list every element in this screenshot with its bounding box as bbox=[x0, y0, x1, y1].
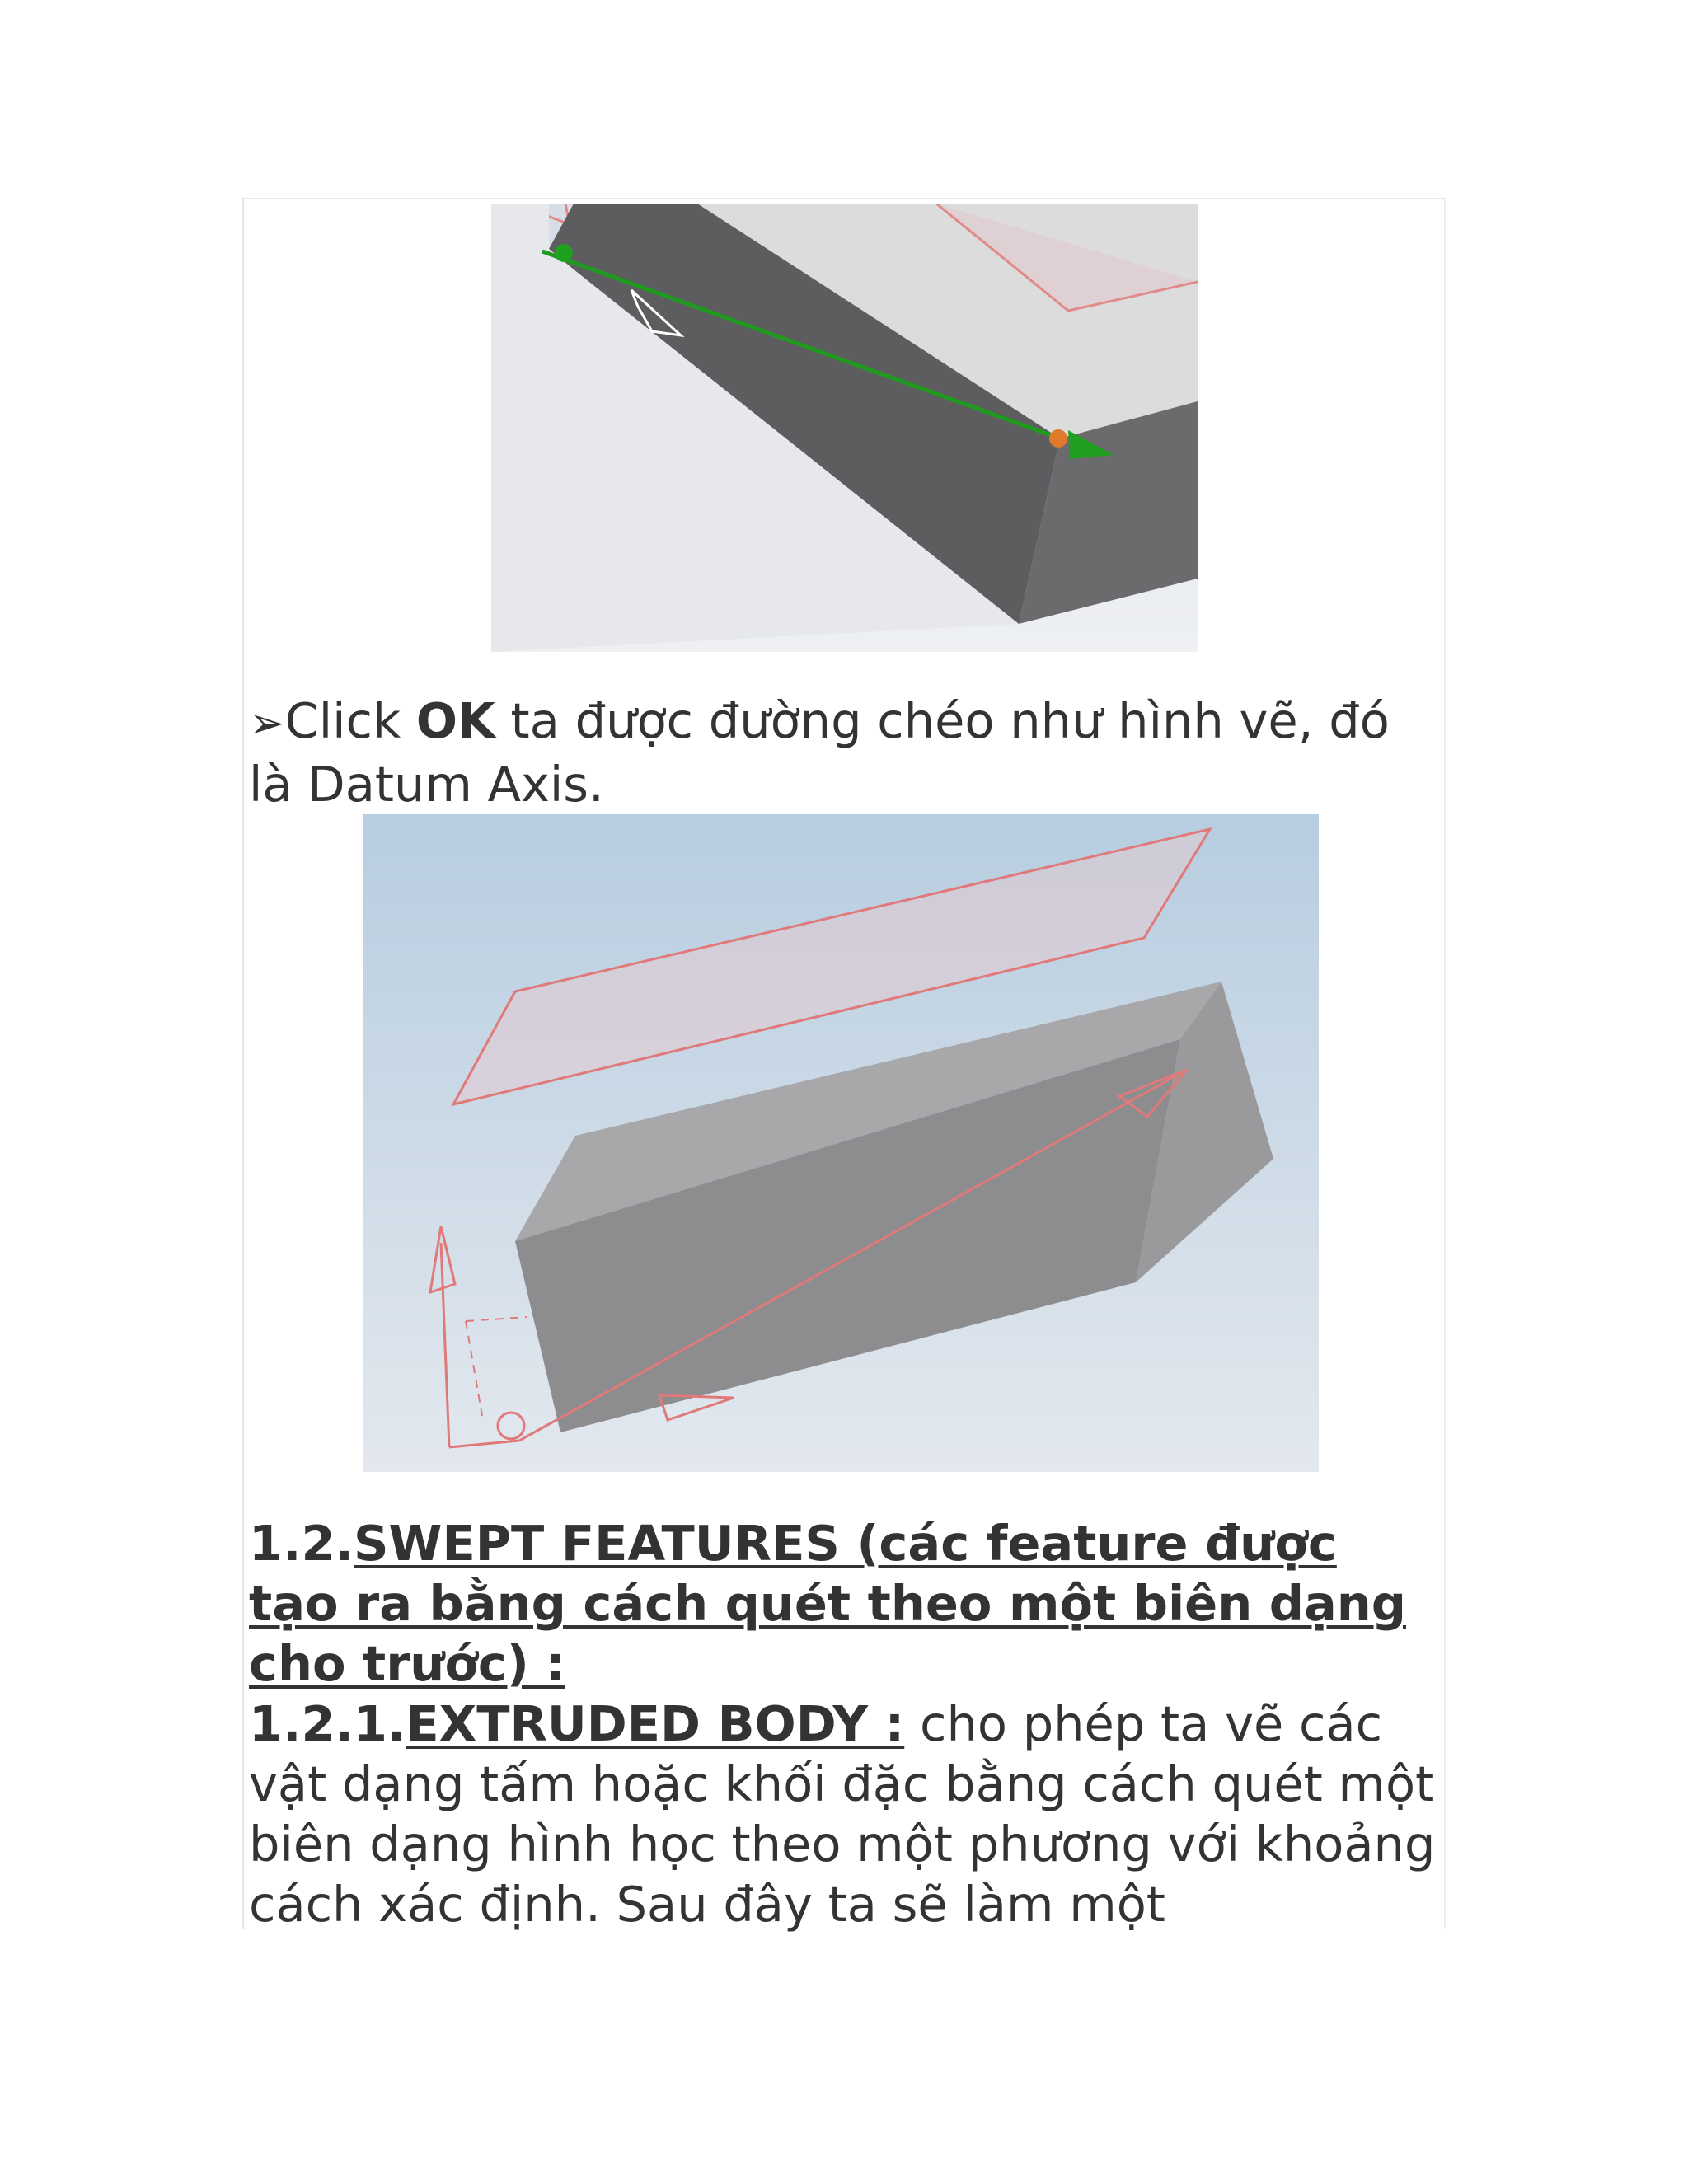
section-title: SWEPT FEATURES (các feature được tạo ra bằng cách quét theo một biên dạng cho trước) : bbox=[249, 1515, 1407, 1692]
bullet-arrow-icon: ➢ bbox=[249, 699, 285, 748]
instruction-paragraph bbox=[249, 691, 1436, 814]
datum-axis-block-figure bbox=[363, 814, 1319, 1472]
axis-end-handle-icon bbox=[1049, 429, 1067, 448]
subsection-title: EXTRUDED BODY : bbox=[406, 1695, 905, 1752]
datum-axis-closeup-figure bbox=[491, 204, 1198, 652]
axis-start-handle-icon bbox=[555, 244, 573, 262]
instruction-suffix: ta được đường chéo như hình vẽ, đó là Datum Axis. bbox=[249, 692, 1390, 813]
cad-viewport-1 bbox=[491, 204, 1198, 652]
extruded-body-paragraph bbox=[249, 1694, 1436, 1934]
cad-viewport-2 bbox=[363, 814, 1319, 1472]
ok-label: OK bbox=[415, 692, 495, 749]
section-heading-swept bbox=[249, 1513, 1436, 1694]
subsection-number: 1.2.1. bbox=[249, 1695, 406, 1752]
instruction-prefix: Click bbox=[284, 692, 416, 749]
subsection-body: cho phép ta vẽ các vật dạng tấm hoặc khối đặc bằng cách quét một biên dạng hình học theo một phương với khoảng cách xác định. Sau đây ta sẽ làm một bbox=[249, 1695, 1436, 1933]
section-number: 1.2. bbox=[249, 1515, 354, 1572]
